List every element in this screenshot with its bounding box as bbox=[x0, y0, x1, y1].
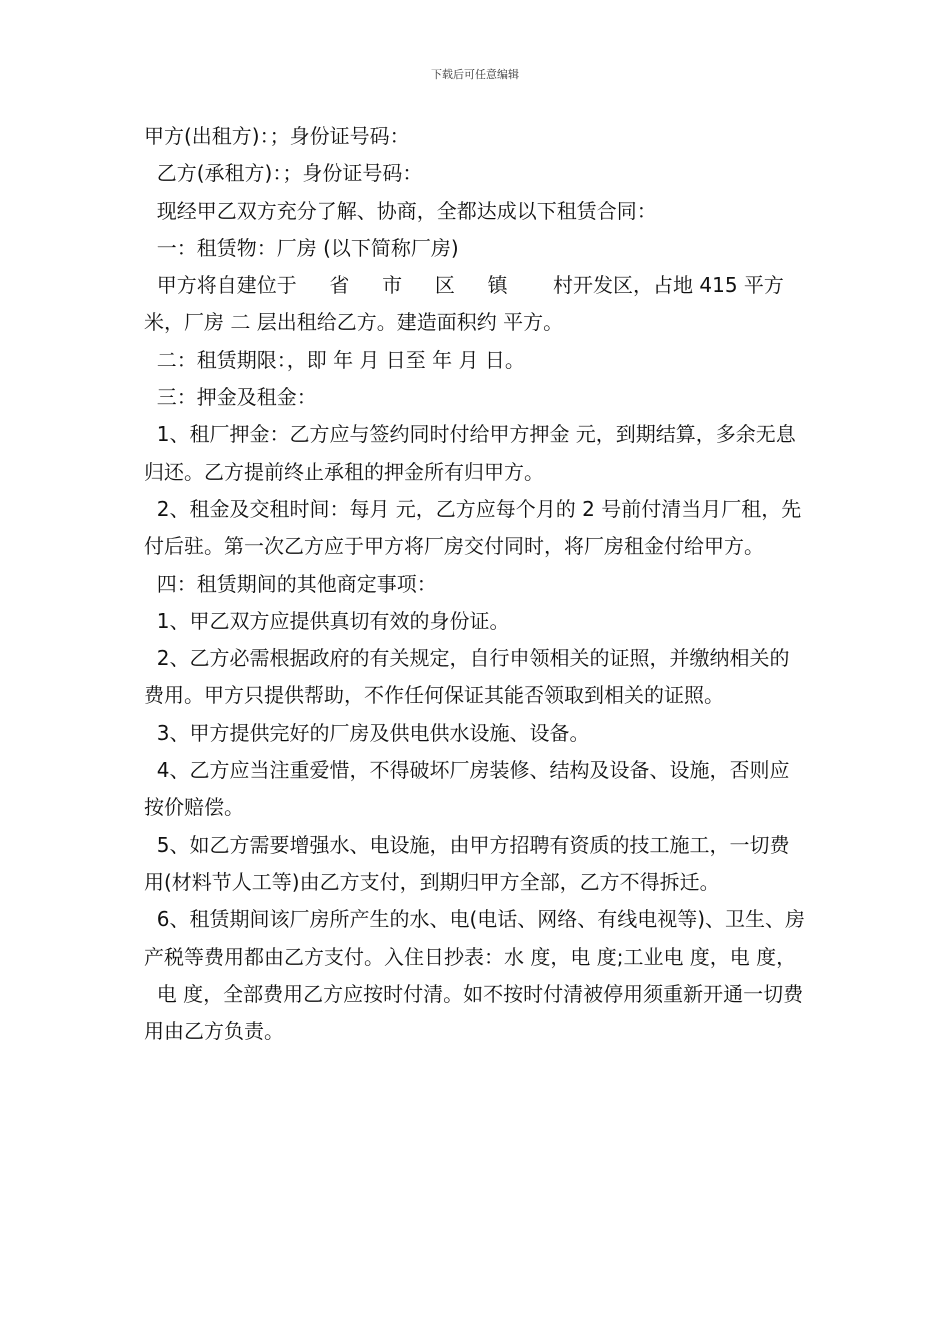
paragraph-section-1-body: 甲方将自建位于 省 市 区 镇 村开发区，占地 415 平方米，厂房 二 层出租给乙方。建造面积约 平方。 bbox=[144, 273, 784, 335]
paragraph-section-4-item-2: 2、乙方必需根据政府的有关规定，自行申领相关的证照，并缴纳相关的费用。甲方只提供帮助，不作任何保证其能否领取到相关的证照。 bbox=[144, 646, 790, 708]
paragraph-section-3-item-1: 1、租厂押金：乙方应与签约同时付给甲方押金 元，到期结算，多余无息归还。乙方提前终止承租的押金所有归甲方。 bbox=[144, 422, 796, 484]
paragraph-section-4-item-6: 6、租赁期间该厂房所产生的水、电(电话、网络、有线电视等)、卫生、房产税等费用都由乙方支付。入住日抄表：水 度，电 度;工业电 度，电 度， bbox=[144, 907, 806, 969]
document-body bbox=[144, 118, 808, 1050]
paragraph-section-4-item-3: 3、甲方提供完好的厂房及供电供水设施、设备。 bbox=[144, 720, 590, 745]
paragraph-party-a: 甲方(出租方)：；身份证号码： bbox=[144, 124, 410, 148]
paragraph-section-4-item-5: 5、如乙方需要增强水、电设施，由甲方招聘有资质的技工施工，一切费用(材料节人工等)由乙方支付，到期归甲方全部，乙方不得拆迁。 bbox=[144, 832, 790, 894]
paragraph-agreement-intro: 现经甲乙双方充分了解、协商，全都达成以下租赁合同： bbox=[144, 198, 657, 223]
paragraph-section-4-item-6-cont: 电 度，全部费用乙方应按时付清。如不按时付清被停用须重新开通一切费用由乙方负责。 bbox=[144, 981, 804, 1044]
page-header: 下载后可任意编辑 bbox=[431, 68, 519, 81]
paragraph-section-4-item-4: 4、乙方应当注重爱惜，不得破坏厂房装修、结构及设备、设施，否则应按价赔偿。 bbox=[144, 758, 790, 820]
paragraph-section-4-title: 四：租赁期间的其他商定事项： bbox=[144, 571, 437, 596]
paragraph-party-b: 乙方(承租方)：；身份证号码： bbox=[144, 161, 423, 186]
paragraph-section-3-title: 三：押金及租金： bbox=[144, 385, 317, 410]
paragraph-section-2-term: 二：租赁期限：，即 年 月 日至 年 月 日。 bbox=[144, 347, 525, 372]
paragraph-section-4-item-1: 1、甲乙双方应提供真切有效的身份证。 bbox=[144, 608, 510, 633]
paragraph-section-3-item-2: 2、租金及交租时间：每月 元，乙方应每个月的 2 号前付清当月厂租，先付后驻。第一次乙方应于甲方将厂房交付同时，将厂房租金付给甲方。 bbox=[144, 496, 802, 559]
paragraph-section-1-title: 一：租赁物：厂房 (以下简称厂房) bbox=[144, 235, 459, 260]
